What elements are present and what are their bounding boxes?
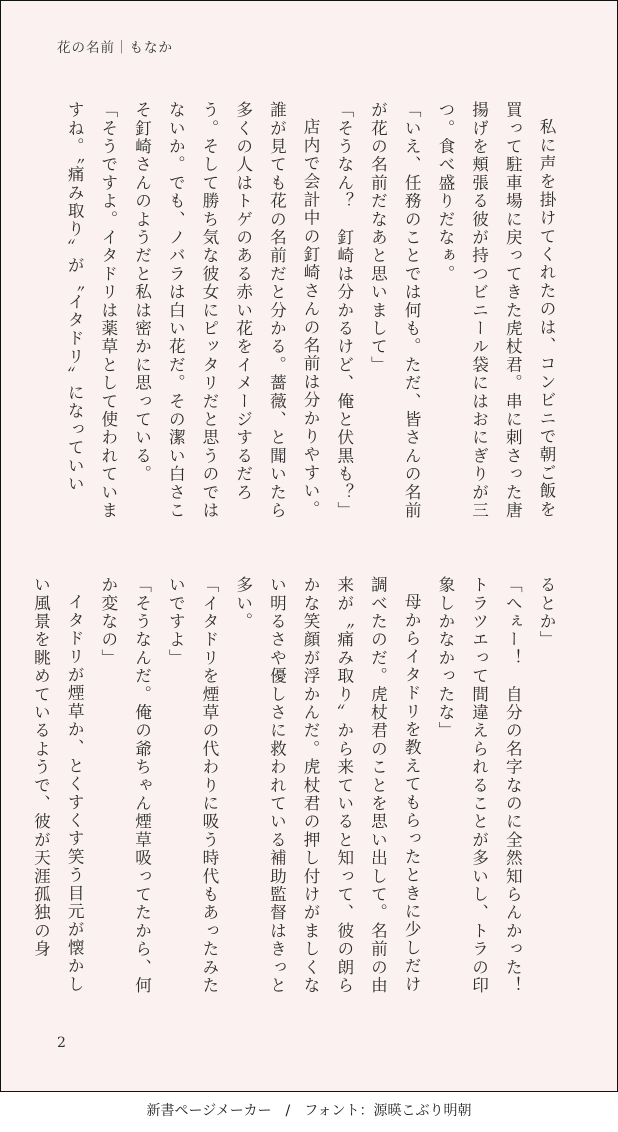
paragraph: 「イタドリを煙草の代わりに吸う時代もあったみたいですよ」 [166, 576, 219, 995]
paragraph: 「いえ、任務のことでは何も。ただ、皆さんの名前が花の名前だなあと思いまして」 [368, 101, 422, 520]
paragraph: るとか」 [537, 576, 556, 649]
paragraph: 「そうなんだ。俺の爺ちゃん煙草吸ってたから、何か変なの」 [98, 576, 152, 995]
paragraph: 店内で会計中の釘崎さんの名前は分かりやすい。誰が見ても花の名前だと分かる。薔薇、と聞いたら多くの人はトゲのある赤い花をイメージするだろう。そして勝ち気な彼女にピッタリだと思うのではないか。でも、ノバラは白い花だ。その潔い白さこそ釘崎さんのようだと私は密かに思っている。 [132, 101, 321, 520]
footer-credit: 新書ページメーカー / フォント：源暎こぶり明朝 [146, 1103, 472, 1119]
text-column-bottom [31, 576, 563, 1013]
page-header: 花の名前｜もなか [57, 40, 173, 56]
paragraph: 母からイタドリを教えてもらったときに少しだけ調べたのだ。虎杖君のことを思い出して。名前の由来が〝痛み取り〟から来ていると知って、彼の朗らかな笑顔が浮かんだ。虎杖君の押し付けがましくない明るさや優しさに救われている補助監督はきっと多い。 [233, 576, 422, 995]
page-number: 2 [57, 1035, 66, 1051]
paragraph: 「そうなん？ 釘崎は分かるけど、俺と伏黒も？」 [334, 101, 354, 520]
paragraph: イタドリが煙草か、とくすくす笑う目元が懐かしい風景を眺めているようで、彼が天涯孤独の身 [31, 576, 85, 993]
paragraph: 私に声を掛けてくれたのは、コンビニで朝ご飯を買って駐車場に戻ってきた虎杖君。串に刺さった唐揚げを頬張る彼が持つビニール袋にはおにぎりが三つ。食べ盛りだなぁ。 [435, 101, 556, 520]
paragraph: 「そうですよ。イタドリは薬草として使われていますね。〝痛み取り〟が〝イタドリ〟になっていい [65, 101, 118, 520]
paragraph: 「へぇー！ 自分の名字なのに全然知らんかった！ トラツエって間違えられることが多いし、トラの印象しかなかったな」 [435, 576, 523, 1013]
text-column-top [53, 101, 563, 533]
